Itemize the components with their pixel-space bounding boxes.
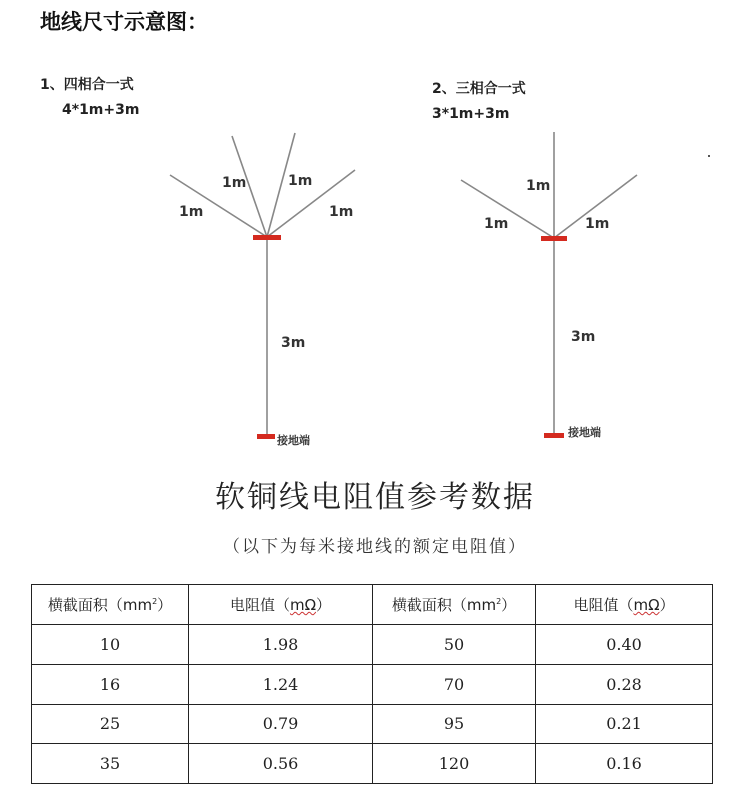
cell-area: 25: [32, 704, 189, 744]
ground-clamp: [257, 434, 275, 439]
cell-resistance: 1.24: [189, 664, 373, 704]
table-row: [32, 664, 713, 704]
ground-clamp: [544, 433, 564, 438]
header-cross-section: 横截面积$(mm^2)$: [32, 585, 189, 625]
resistance-table: [31, 584, 713, 784]
diagram-2-formula: 3*1m+3m: [432, 106, 510, 122]
table-row: [32, 744, 713, 784]
diagram-1-heading: 1、四相合一式: [40, 77, 134, 93]
cell-resistance: 0.56: [189, 744, 373, 784]
branch-label: 1m: [222, 175, 247, 191]
cell-area: 70: [373, 664, 536, 704]
top-clamp: [253, 235, 281, 240]
cell-area: 95: [373, 704, 536, 744]
cell-area: 10: [32, 625, 189, 665]
diagram-1: [170, 133, 355, 447]
top-clamp: [541, 236, 567, 241]
resistance-section-subtitle: （以下为每米接地线的额定电阻值）: [223, 537, 527, 557]
trunk-label: 3m: [281, 335, 306, 351]
diagram-1-formula: 4*1m+3m: [62, 102, 140, 118]
branch-label: 1m: [288, 173, 313, 189]
ground-label: 接地端: [277, 434, 310, 447]
cell-area: 50: [373, 625, 536, 665]
diagram-2-heading: 2、三相合一式: [432, 81, 526, 97]
cell-resistance: 1.98: [189, 625, 373, 665]
cell-resistance: 0.28: [536, 664, 713, 704]
header-resistance: 电阻值（mΩ）: [536, 585, 713, 625]
header-cross-section: 横截面积$(mm^2)$: [373, 585, 536, 625]
cell-resistance: 0.79: [189, 704, 373, 744]
ground-label: 接地端: [568, 426, 601, 439]
header-resistance: 电阻值（mΩ）: [189, 585, 373, 625]
branch-label: 1m: [585, 216, 610, 232]
cell-area: 16: [32, 664, 189, 704]
cell-resistance: 0.16: [536, 744, 713, 784]
branch-label: 1m: [484, 216, 509, 232]
cell-resistance: 0.21: [536, 704, 713, 744]
cell-area: 120: [373, 744, 536, 784]
page-title: 地线尺寸示意图：: [40, 10, 208, 34]
branch-label: 1m: [526, 178, 551, 194]
table-header-row: [32, 585, 713, 625]
diagram-2: [461, 132, 637, 439]
branch-label: 1m: [329, 204, 354, 220]
branch-label: 1m: [179, 204, 204, 220]
table-row: [32, 704, 713, 744]
cell-area: 35: [32, 744, 189, 784]
resistance-section-title: 软铜线电阻值参考数据: [215, 480, 535, 515]
trunk-label: 3m: [571, 329, 596, 345]
table-row: [32, 625, 713, 665]
cell-resistance: 0.40: [536, 625, 713, 665]
